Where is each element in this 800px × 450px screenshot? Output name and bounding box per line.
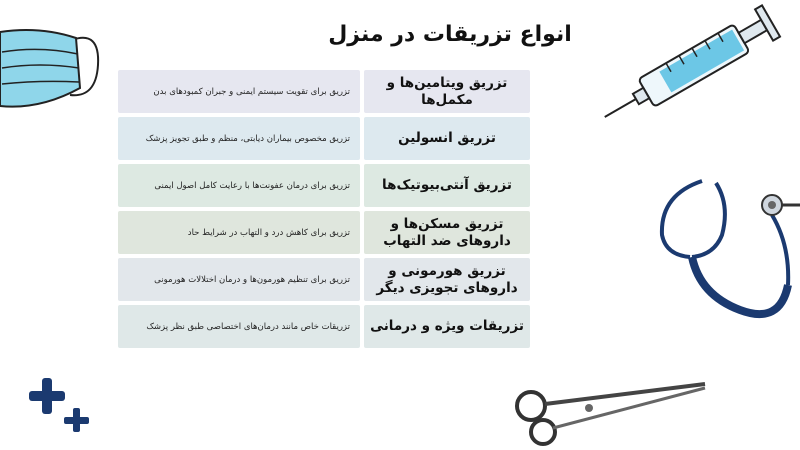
row-injection-type: تزریق ویتامین‌ها و مکمل‌ها	[364, 70, 530, 113]
row-description: تزریق برای تقویت سیستم ایمنی و جبران کمبودهای بدن	[118, 70, 360, 113]
table-row	[118, 211, 530, 254]
row-description: تزریق برای کاهش درد و التهاب در شرایط حاد	[118, 211, 360, 254]
table-row	[118, 164, 530, 207]
row-injection-type: تزریق انسولین	[364, 117, 530, 160]
table-row	[118, 117, 530, 160]
row-description: تزریق مخصوص بیماران دیابتی، منظم و طبق تجویز پزشک	[118, 117, 360, 160]
row-injection-type: تزریقات ویژه و درمانی	[364, 305, 530, 348]
syringe-icon	[600, 0, 800, 125]
table-row	[118, 70, 530, 113]
face-mask-icon	[0, 10, 110, 120]
row-injection-type: تزریق مسکن‌ها و داروهای ضد التهاب	[364, 211, 530, 254]
page-title: انواع تزریقات در منزل	[328, 22, 572, 47]
injection-types-table	[118, 70, 530, 348]
forceps-icon	[505, 380, 730, 450]
row-description: تزریق برای درمان عفونت‌ها با رعایت کامل اصول ایمنی	[118, 164, 360, 207]
table-row	[118, 258, 530, 301]
row-injection-type: تزریق هورمونی و داروهای تجویزی دیگر	[364, 258, 530, 301]
table-row	[118, 305, 530, 348]
row-description: تزریقات خاص مانند درمان‌های اختصاصی طبق نظر پزشک	[118, 305, 360, 348]
row-description: تزریق برای تنظیم هورمون‌ها و درمان اختلالات هورمونی	[118, 258, 360, 301]
medical-plus-icon	[22, 370, 102, 440]
stethoscope-icon	[640, 175, 800, 335]
row-injection-type: تزریق آنتی‌بیوتیک‌ها	[364, 164, 530, 207]
